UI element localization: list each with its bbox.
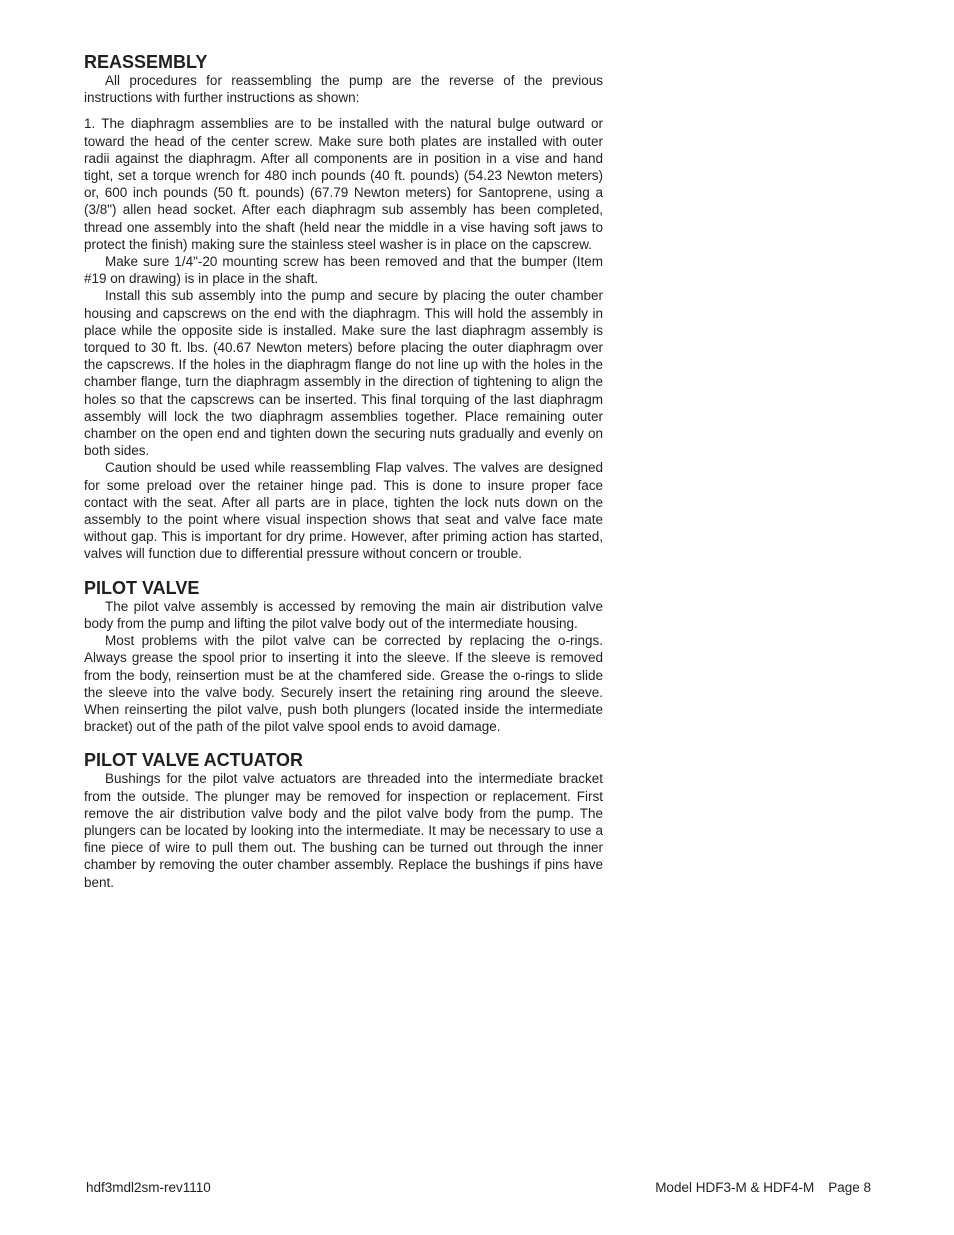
paragraph: Most problems with the pilot valve can be corrected by replacing the o-rings. Always grease the spool prior to inserting it into the sleeve. If the sleeve is removed from the body, reinsertion must be at the chamfered side. Grease the o-rings to slide the sleeve into the valve body. Securely insert the retaining ring around the sleeve. When reinserting the pilot valve, push both plungers (located inside the intermediate bracket) out of the path of the pilot valve spool ends to avoid damage.: [84, 633, 603, 735]
paragraph: All procedures for reassembling the pump are the reverse of the previous instructions with further instructions as shown:: [84, 73, 603, 106]
paragraph-step-1: 1. The diaphragm assemblies are to be installed with the natural bulge outward or toward the head of the center screw. Make sure both plates are installed with outer radii against the diaphragm. After all components are in position in a vise and hand tight, set a torque wrench for 480 inch pounds (40 ft. pounds) (54.23 Newton meters) or, 600 inch pounds (50 ft. pounds) (67.79 Newton meters) for Santoprene, using a (3/8") allen head socket. After each diaphragm sub assembly has been completed, thread one assembly into the shaft (held near the middle in a vise having soft jaws to protect the finish) making sure the stainless steel washer is in place on the capscrew.: [84, 116, 603, 252]
footer-model: Model HDF3-M & HDF4-M: [655, 1180, 815, 1195]
section-heading-reassembly: REASSEMBLY: [84, 52, 208, 72]
paragraph: Install this sub assembly into the pump and secure by placing the outer chamber housing and capscrews on the end with the diaphragm. This will hold the assembly in place while the opposite side is installed. Make sure the last diaphragm assembly is torqued to 30 ft. lbs. (40.67 Newton meters) before placing the outer diaphragm over the capscrews. If the holes in the diaphragm flange do not line up with the holes in the chamber flange, turn the diaphragm assembly in the direction of tightening to align the holes so that the capscrews can be inserted. This final torquing of the last diaphragm assembly will lock the two diaphragm assemblies together. Place remaining outer chamber on the open end and tighten down the securing nuts gradually and evenly on both sides.: [84, 288, 603, 459]
footer-model-page: [655, 1179, 871, 1196]
main-column: [84, 52, 603, 891]
footer-page-number: Page 8: [828, 1180, 871, 1195]
paragraph: Make sure 1/4"-20 mounting screw has been removed and that the bumper (Item #19 on drawing) is in place in the shaft.: [84, 254, 603, 287]
paragraph: Bushings for the pilot valve actuators are threaded into the intermediate bracket from the outside. The plunger may be removed for inspection or replacement. First remove the air distribution valve body and the pilot valve body from the pump. The plungers can be located by looking into the intermediate. It may be necessary to use a fine piece of wire to pull them out. The bushing can be turned out through the inner chamber by removing the outer chamber assembly. Replace the bushings if pins have bent.: [84, 771, 603, 890]
section-heading-pilot-valve-actuator: PILOT VALVE ACTUATOR: [84, 750, 303, 771]
section-reassembly: [84, 52, 603, 563]
section-heading-pilot-valve: PILOT VALVE: [84, 577, 200, 598]
section-pilot-valve-actuator: [84, 750, 603, 890]
section-pilot-valve: [84, 578, 603, 736]
paragraph: The pilot valve assembly is accessed by removing the main air distribution valve body from the pump and lifting the pilot valve body out of the intermediate housing.: [84, 598, 603, 631]
paragraph: Caution should be used while reassembling Flap valves. The valves are designed for some preload over the retainer hinge pad. This is done to insure proper face contact with the seat. After all parts are in place, tighten the lock nuts down on the assembly to the point where visual inspection shows that seat and valve face mate without gap. This is important for dry prime. However, after priming action has started, valves will function due to differential pressure without concern or trouble.: [84, 460, 603, 562]
footer-doc-code: hdf3mdl2sm-rev1110: [86, 1180, 211, 1195]
